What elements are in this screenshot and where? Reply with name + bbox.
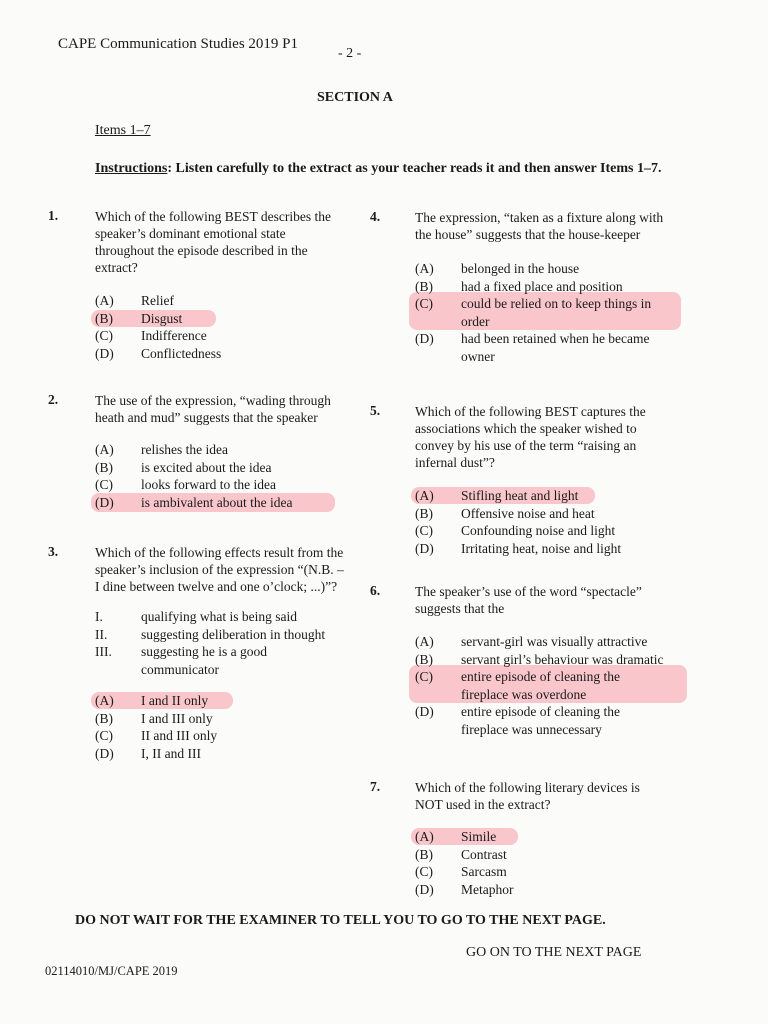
- question-5: [415, 403, 665, 557]
- option-4c[interactable]: (C) could be relied on to keep things in order: [415, 295, 665, 330]
- instructions: [95, 161, 661, 177]
- option-6c[interactable]: (C) entire episode of cleaning the fireplace was overdone: [415, 668, 665, 703]
- question-4-number: 4.: [370, 209, 381, 224]
- question-7-number: 7.: [370, 779, 381, 794]
- option-2d[interactable]: (D) is ambivalent about the idea: [95, 494, 345, 512]
- question-2-stem: The use of the expression, “wading through heath and mud” suggests that the speaker: [95, 393, 331, 425]
- question-5-number: 5.: [370, 403, 381, 418]
- instructions-label: Instructions: [95, 161, 168, 176]
- option-3a[interactable]: (A) I and II only: [95, 692, 345, 710]
- option-7b[interactable]: (B) Contrast: [415, 846, 507, 862]
- option-3b[interactable]: (B) I and III only: [95, 710, 213, 726]
- section-title: SECTION A: [317, 90, 393, 105]
- option-3c[interactable]: (C) II and III only: [95, 728, 218, 743]
- option-4d[interactable]: (D) had been retained when he became owner: [415, 331, 650, 364]
- option-2b[interactable]: (B) is excited about the idea: [95, 459, 272, 475]
- statement-ii: II. suggesting deliberation in thought: [95, 626, 326, 642]
- go-on-notice: GO ON TO THE NEXT PAGE: [466, 945, 642, 960]
- option-4b[interactable]: (B) had a fixed place and position: [415, 278, 623, 294]
- question-7-stem: Which of the following literary devices is NOT used in the extract?: [415, 780, 640, 812]
- option-3d[interactable]: (D) I, II and III: [95, 745, 201, 761]
- question-1-number: 1.: [48, 208, 59, 223]
- question-6-number: 6.: [370, 583, 381, 598]
- question-1-stem: Which of the following BEST describes the speaker’s dominant emotional state throughout the episode described in the extract?: [95, 209, 331, 275]
- do-not-wait-notice: DO NOT WAIT FOR THE EXAMINER TO TELL YOU TO GO TO THE NEXT PAGE.: [75, 913, 606, 928]
- option-2a[interactable]: (A) relishes the idea: [95, 442, 228, 457]
- question-3-number: 3.: [48, 544, 59, 559]
- statement-iii: III. suggesting he is a good communicator: [95, 644, 267, 677]
- option-5d[interactable]: (D) Irritating heat, noise and light: [415, 540, 622, 556]
- option-6a[interactable]: (A) servant-girl was visually attractive: [415, 634, 648, 649]
- page-number: - 2 -: [338, 46, 362, 61]
- question-2-number: 2.: [48, 392, 59, 407]
- question-6-stem: The speaker’s use of the word “spectacle” suggests that the: [415, 584, 642, 616]
- statement-i: I. qualifying what is being said: [95, 609, 297, 624]
- question-4: [415, 209, 665, 365]
- option-7d[interactable]: (D) Metaphor: [415, 881, 514, 897]
- question-5-stem: Which of the following BEST captures the associations which the speaker wished to convey by his use of the term “raising an infernal dust”?: [415, 404, 646, 470]
- option-5a[interactable]: (A) Stifling heat and light: [415, 487, 665, 505]
- option-1d[interactable]: (D) Conflictedness: [95, 345, 222, 361]
- question-1: [95, 208, 345, 362]
- question-3-stem: Which of the following effects result from the speaker’s inclusion of the expression “(N.B. – I dine between twelve and one o’clock; ...)”?: [95, 545, 344, 594]
- paper-code: 02114010/MJ/CAPE 2019: [45, 964, 178, 978]
- document-header-title: CAPE Communication Studies 2019 P1: [58, 36, 299, 52]
- option-6d[interactable]: (D) entire episode of cleaning the fireplace was unnecessary: [415, 704, 620, 737]
- question-4-stem: The expression, “taken as a fixture along with the house” suggests that the house-keeper: [415, 210, 664, 242]
- question-7: [415, 779, 665, 898]
- option-1c[interactable]: (C) Indifference: [95, 328, 207, 343]
- option-1a[interactable]: (A) Relief: [95, 293, 174, 308]
- question-2: [95, 392, 345, 511]
- option-7a[interactable]: (A) Simile: [415, 828, 665, 846]
- option-5b[interactable]: (B) Offensive noise and heat: [415, 505, 595, 521]
- option-5c[interactable]: (C) Confounding noise and light: [415, 523, 616, 538]
- option-4a[interactable]: (A) belonged in the house: [415, 261, 580, 276]
- option-7c[interactable]: (C) Sarcasm: [415, 864, 507, 879]
- question-3: [95, 544, 345, 762]
- option-2c[interactable]: (C) looks forward to the idea: [95, 477, 276, 492]
- question-6: [415, 583, 665, 738]
- instructions-text: : Listen carefully to the extract as your teacher reads it and then answer Items 1–7.: [167, 161, 662, 176]
- items-range: Items 1–7: [95, 123, 151, 138]
- option-6b[interactable]: (B) servant girl’s behaviour was dramatic: [415, 651, 664, 667]
- option-1b[interactable]: (B) Disgust: [95, 310, 345, 328]
